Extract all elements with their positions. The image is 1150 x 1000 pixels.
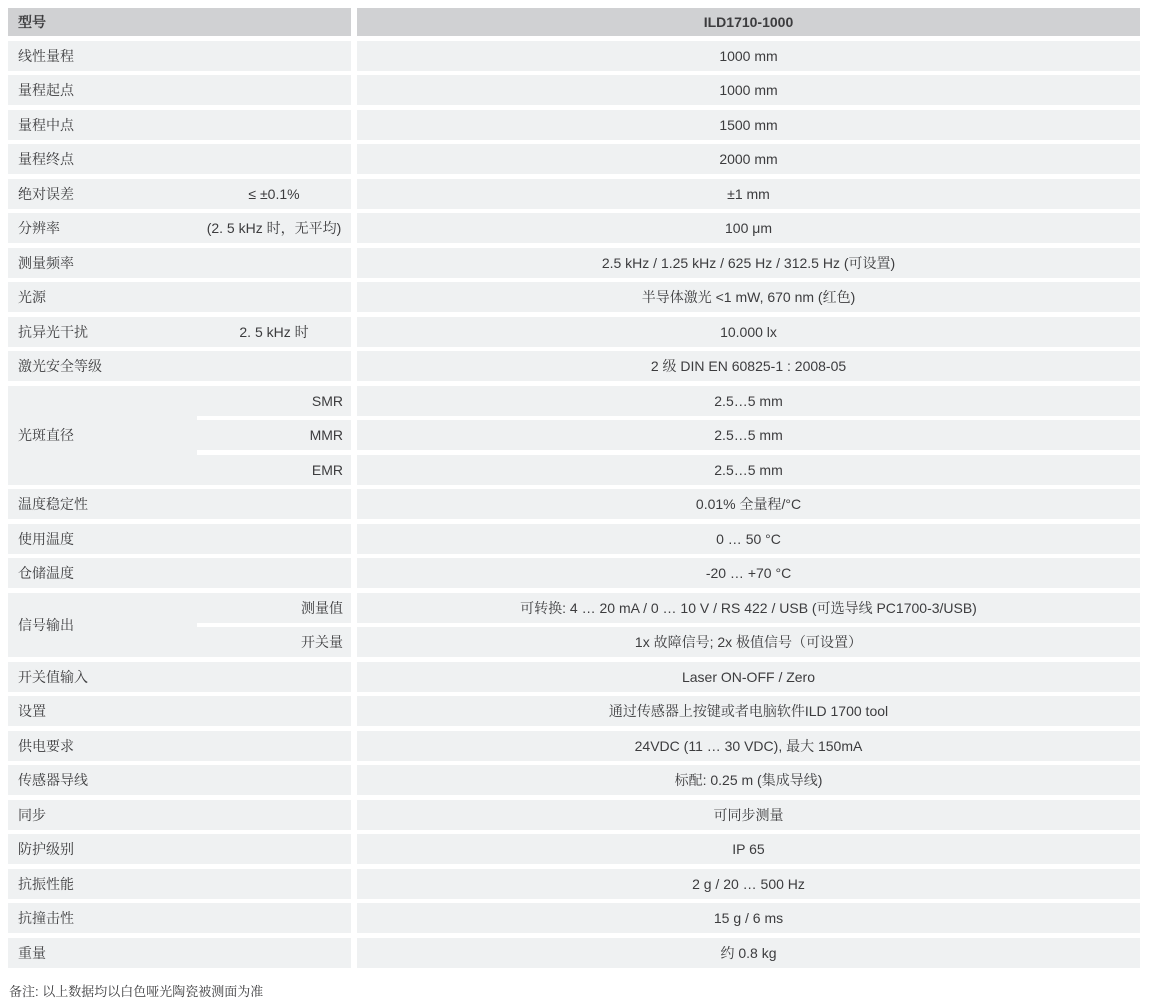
row-label: 仓储温度 [18, 565, 74, 581]
table-row [8, 765, 1140, 795]
row-value: 2000 mm [357, 144, 1140, 174]
row-annotation: (2. 5 kHz 时，无平均) [206, 220, 342, 236]
table-row [8, 524, 1140, 554]
table-row [8, 489, 1140, 519]
row-value: ±1 mm [357, 179, 1140, 209]
row-value: 通过传感器上按键或者电脑软件ILD 1700 tool [357, 696, 1140, 726]
table-row [8, 351, 1140, 381]
table-group-row [8, 386, 1140, 485]
row-label-cell [8, 489, 351, 519]
row-label-cell [8, 144, 351, 174]
row-label-cell [8, 800, 351, 830]
row-value: -20 … +70 °C [357, 558, 1140, 588]
table-row [8, 317, 1140, 347]
row-label: 供电要求 [18, 737, 74, 754]
table-row [8, 75, 1140, 105]
spec-table [8, 8, 1140, 968]
row-label: 设置 [18, 703, 46, 719]
row-label-cell [8, 696, 351, 726]
row-value: IP 65 [357, 834, 1140, 864]
row-label: 量程起点 [18, 82, 74, 98]
table-row [8, 179, 1140, 209]
row-label: 绝对误差 [18, 185, 74, 202]
row-annotation: 2. 5 kHz 时 [239, 323, 309, 340]
row-value: 24VDC (11 … 30 VDC), 最大 150mA [357, 731, 1140, 761]
row-label-cell [8, 41, 351, 71]
row-label: 开关值输入 [18, 668, 88, 685]
row-label-cell [8, 558, 351, 588]
row-label: 激光安全等级 [18, 358, 102, 374]
row-label-cell [8, 351, 351, 381]
row-label: 测量频率 [18, 254, 74, 271]
row-label-cell [8, 731, 351, 761]
row-label-cell [8, 248, 351, 278]
row-label-cell [8, 317, 351, 347]
table-row [8, 110, 1140, 140]
table-row [8, 696, 1140, 726]
table-row [8, 869, 1140, 899]
subrow-label: 开关量 [197, 627, 351, 657]
row-label: 防护级别 [18, 841, 74, 857]
row-value: 2 g / 20 … 500 Hz [357, 869, 1140, 899]
row-label-cell [8, 282, 351, 312]
row-label: 量程终点 [18, 151, 74, 167]
row-label: 传感器导线 [18, 772, 88, 788]
table-row [8, 558, 1140, 588]
header-label: 型号 [18, 14, 46, 30]
row-label: 重量 [18, 944, 46, 961]
row-label-cell [8, 765, 351, 795]
row-value: 0.01% 全量程/°C [357, 489, 1140, 519]
group-subrows [197, 386, 1140, 485]
table-row [8, 834, 1140, 864]
row-label: 光源 [18, 289, 46, 305]
table-row [8, 731, 1140, 761]
row-value: 0 … 50 °C [357, 524, 1140, 554]
row-value: 1000 mm [357, 75, 1140, 105]
subrow-value: 1x 故障信号; 2x 极值信号（可设置） [357, 627, 1140, 657]
row-label-cell [8, 75, 351, 105]
row-label-cell [8, 662, 351, 692]
row-annotation: ≤ ±0.1% [248, 185, 300, 202]
row-label: 线性量程 [18, 47, 74, 64]
row-value: 1500 mm [357, 110, 1140, 140]
group-subrows [197, 593, 1140, 658]
subrow-value: 可转换: 4 … 20 mA / 0 … 10 V / RS 422 / USB (可选导线 PC1700-3/USB) [357, 593, 1140, 623]
table-subrow [197, 627, 1140, 657]
table-group-row [8, 593, 1140, 658]
row-label-cell [8, 869, 351, 899]
table-row [8, 213, 1140, 243]
table-row [8, 903, 1140, 933]
group-label: 信号输出 [8, 593, 197, 658]
row-value: 可同步测量 [357, 800, 1140, 830]
row-value: 半导体激光 <1 mW, 670 nm (红色) [357, 282, 1140, 312]
row-value: 15 g / 6 ms [357, 903, 1140, 933]
row-value: 约 0.8 kg [357, 938, 1140, 968]
table-row [8, 282, 1140, 312]
row-value: 1000 mm [357, 41, 1140, 71]
subrow-value: 2.5…5 mm [357, 386, 1140, 416]
row-label-cell [8, 903, 351, 933]
table-row [8, 248, 1140, 278]
header-label-cell [8, 8, 351, 36]
subrow-label: EMR [197, 455, 351, 485]
table-row [8, 938, 1140, 968]
table-subrow [197, 420, 1140, 450]
row-label: 温度稳定性 [18, 496, 88, 512]
subrow-label: MMR [197, 420, 351, 450]
row-label: 同步 [18, 806, 46, 823]
row-label-cell [8, 834, 351, 864]
row-label-cell [8, 110, 351, 140]
row-value: Laser ON-OFF / Zero [357, 662, 1140, 692]
row-label-cell [8, 938, 351, 968]
table-row [8, 144, 1140, 174]
row-label: 抗撞击性 [18, 910, 74, 926]
row-value: 100 μm [357, 213, 1140, 243]
table-row [8, 662, 1140, 692]
subrow-value: 2.5…5 mm [357, 455, 1140, 485]
row-value: 2.5 kHz / 1.25 kHz / 625 Hz / 312.5 Hz (可设置) [357, 248, 1140, 278]
table-subrow [197, 386, 1140, 416]
table-header-row [8, 8, 1140, 36]
group-label: 光斑直径 [8, 386, 197, 485]
row-label-cell [8, 213, 351, 243]
row-label: 量程中点 [18, 116, 74, 133]
row-value: 10.000 lx [357, 317, 1140, 347]
table-subrow [197, 455, 1140, 485]
row-label-cell [8, 524, 351, 554]
row-label: 使用温度 [18, 530, 74, 547]
row-label: 抗振性能 [18, 875, 74, 892]
row-value: 2 级 DIN EN 60825-1 : 2008-05 [357, 351, 1140, 381]
table-row [8, 41, 1140, 71]
subrow-label: SMR [197, 386, 351, 416]
table-subrow [197, 593, 1140, 623]
row-label: 抗异光干扰 [18, 323, 88, 340]
footer-note: 备注: 以上数据均以白色哑光陶瓷被测面为准 [9, 983, 264, 999]
header-model-value: ILD1710-1000 [357, 8, 1140, 36]
subrow-label: 测量值 [197, 593, 351, 623]
subrow-value: 2.5…5 mm [357, 420, 1140, 450]
row-label: 分辨率 [18, 220, 60, 236]
table-row [8, 800, 1140, 830]
row-label-cell [8, 179, 351, 209]
row-value: 标配: 0.25 m (集成导线) [357, 765, 1140, 795]
